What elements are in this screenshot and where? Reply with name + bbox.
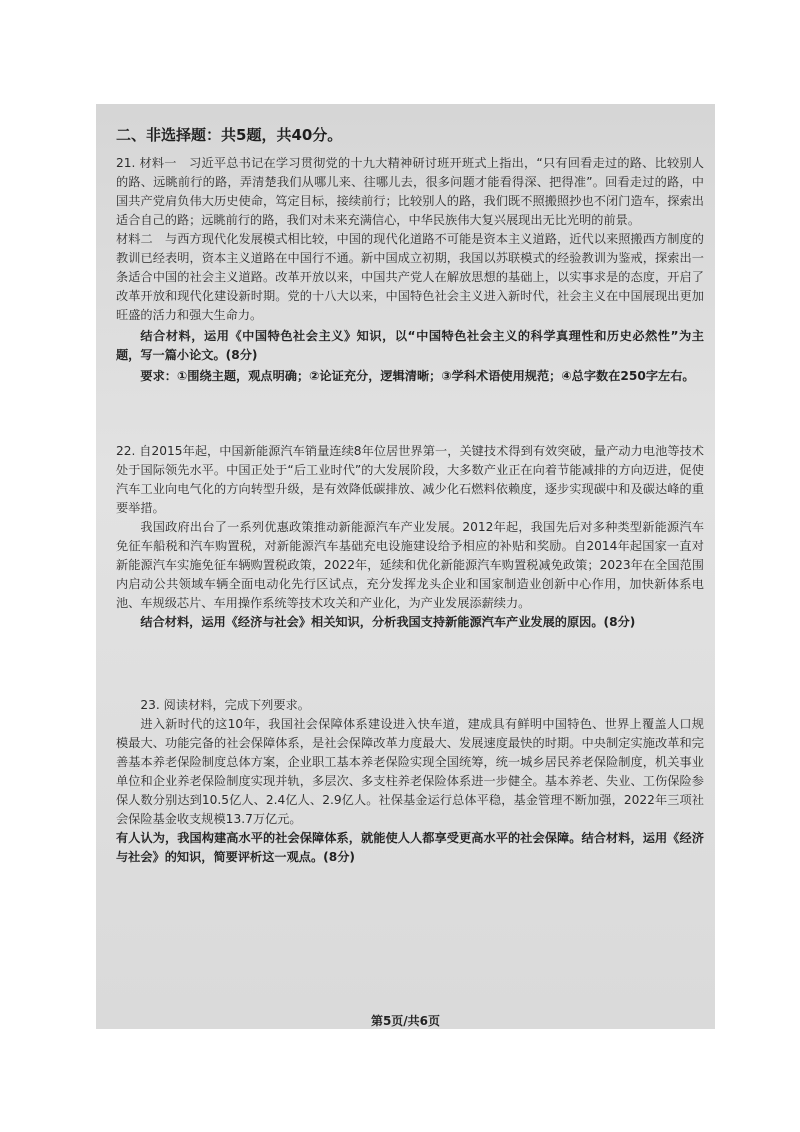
question-22 — [116, 442, 704, 632]
q21-prompt: 结合材料，运用《中国特色社会主义》知识，以“中国特色社会主义的科学真理性和历史必然性”为主题，写一篇小论文。(8分) — [116, 329, 704, 362]
exam-page — [96, 104, 715, 1029]
q23-heading: 23. 阅读材料，完成下列要求。 — [140, 698, 310, 712]
q21-requirements: 要求：①围绕主题，观点明确；②论证充分，逻辑清晰；③学科术语使用规范；④总字数在250字左右。 — [140, 369, 695, 383]
q22-paragraph-2: 我国政府出台了一系列优惠政策推动新能源汽车产业发展。2012年起，我国先后对多种类型新能源汽车免征车船税和汽车购置税，对新能源汽车基础充电设施建设给予相应的补贴和奖励。自2014年起国家一直对新能源汽车实施免征车辆购置税政策，2022年，延续和优化新能源汽车购置税减免政策；2023年在全国范围内启动公共领域车辆全面电动化先行区试点，充分发挥龙头企业和国家制造业创新中心作用，加快新体系电池、车规级芯片、车用操作系统等技术攻关和产业化，为产业发展添薪续力。 — [116, 520, 704, 610]
q23-paragraph-1: 进入新时代的这10年，我国社会保障体系建设进入快车道，建成具有鲜明中国特色、世界上覆盖人口规模最大、功能完备的社会保障体系，是社会保障改革力度最大、发展速度最快的时期。中央制定实施改革和完善基本养老保险制度总体方案，企业职工基本养老保险实现全国统筹，统一城乡居民养老保险制度，机关事业单位和企业养老保险制度实现并轨，多层次、多支柱养老保险体系进一步健全。基本养老、失业、工伤保险参保人数分别达到10.5亿人、2.4亿人、2.9亿人。社保基金运行总体平稳，基金管理不断加强，2022年三项社会保险基金收支规模13.7万亿元。 — [116, 717, 704, 826]
q21-material-2: 材料二 与西方现代化发展模式相比较，中国的现代化道路不可能是资本主义道路，近代以来照搬西方制度的教训已经表明，资本主义道路在中国行不通。新中国成立初期，我国以苏联模式的经验教训为鉴戒，探索出一条适合中国的社会主义道路。改革开放以来，中国共产党人在解放思想的基础上，以实事求是的态度，开启了改革开放和现代化建设新时期。党的十八大以来，中国特色社会主义进入新时代，社会主义在中国展现出更加旺盛的活力和强大生命力。 — [116, 232, 704, 322]
q22-prompt: 结合材料，运用《经济与社会》相关知识，分析我国支持新能源汽车产业发展的原因。(8分) — [140, 615, 636, 629]
q21-material-1: 21. 材料一 习近平总书记在学习贯彻党的十九大精神研讨班开班式上指出，“只有回看走过的路、比较别人的路、远眺前行的路，弄清楚我们从哪儿来、往哪儿去，很多问题才能看得深、把得准”。回看走过的路，中国共产党肩负伟大历史使命，笃定目标，接续前行；比较别人的路，我们既不照搬照抄也不闭门造车，探索出适合自己的路；远眺前行的路，我们对未来充满信心，中华民族伟大复兴展现出无比光明的前景。 — [116, 156, 704, 227]
section-title: 二、非选择题：共5题，共40分。 — [116, 126, 343, 144]
q22-paragraph-1: 22. 自2015年起，中国新能源汽车销量连续8年位居世界第一，关键技术得到有效突破，量产动力电池等技术处于国际领先水平。中国正处于“后工业时代”的大发展阶段，大多数产业正在向着节能减排的方向迈进，促使汽车工业向电气化的方向转型升级，是有效降低碳排放、减少化石燃料依赖度，逐步实现碳中和及碳达峰的重要举措。 — [116, 444, 704, 515]
question-23 — [116, 696, 704, 867]
question-21 — [116, 154, 704, 386]
page-number: 第5页/共6页 — [370, 1014, 441, 1028]
q23-prompt: 有人认为，我国构建高水平的社会保障体系，就能使人人都享受更高水平的社会保障。结合材料，运用《经济与社会》的知识，简要评析这一观点。(8分) — [116, 831, 704, 864]
